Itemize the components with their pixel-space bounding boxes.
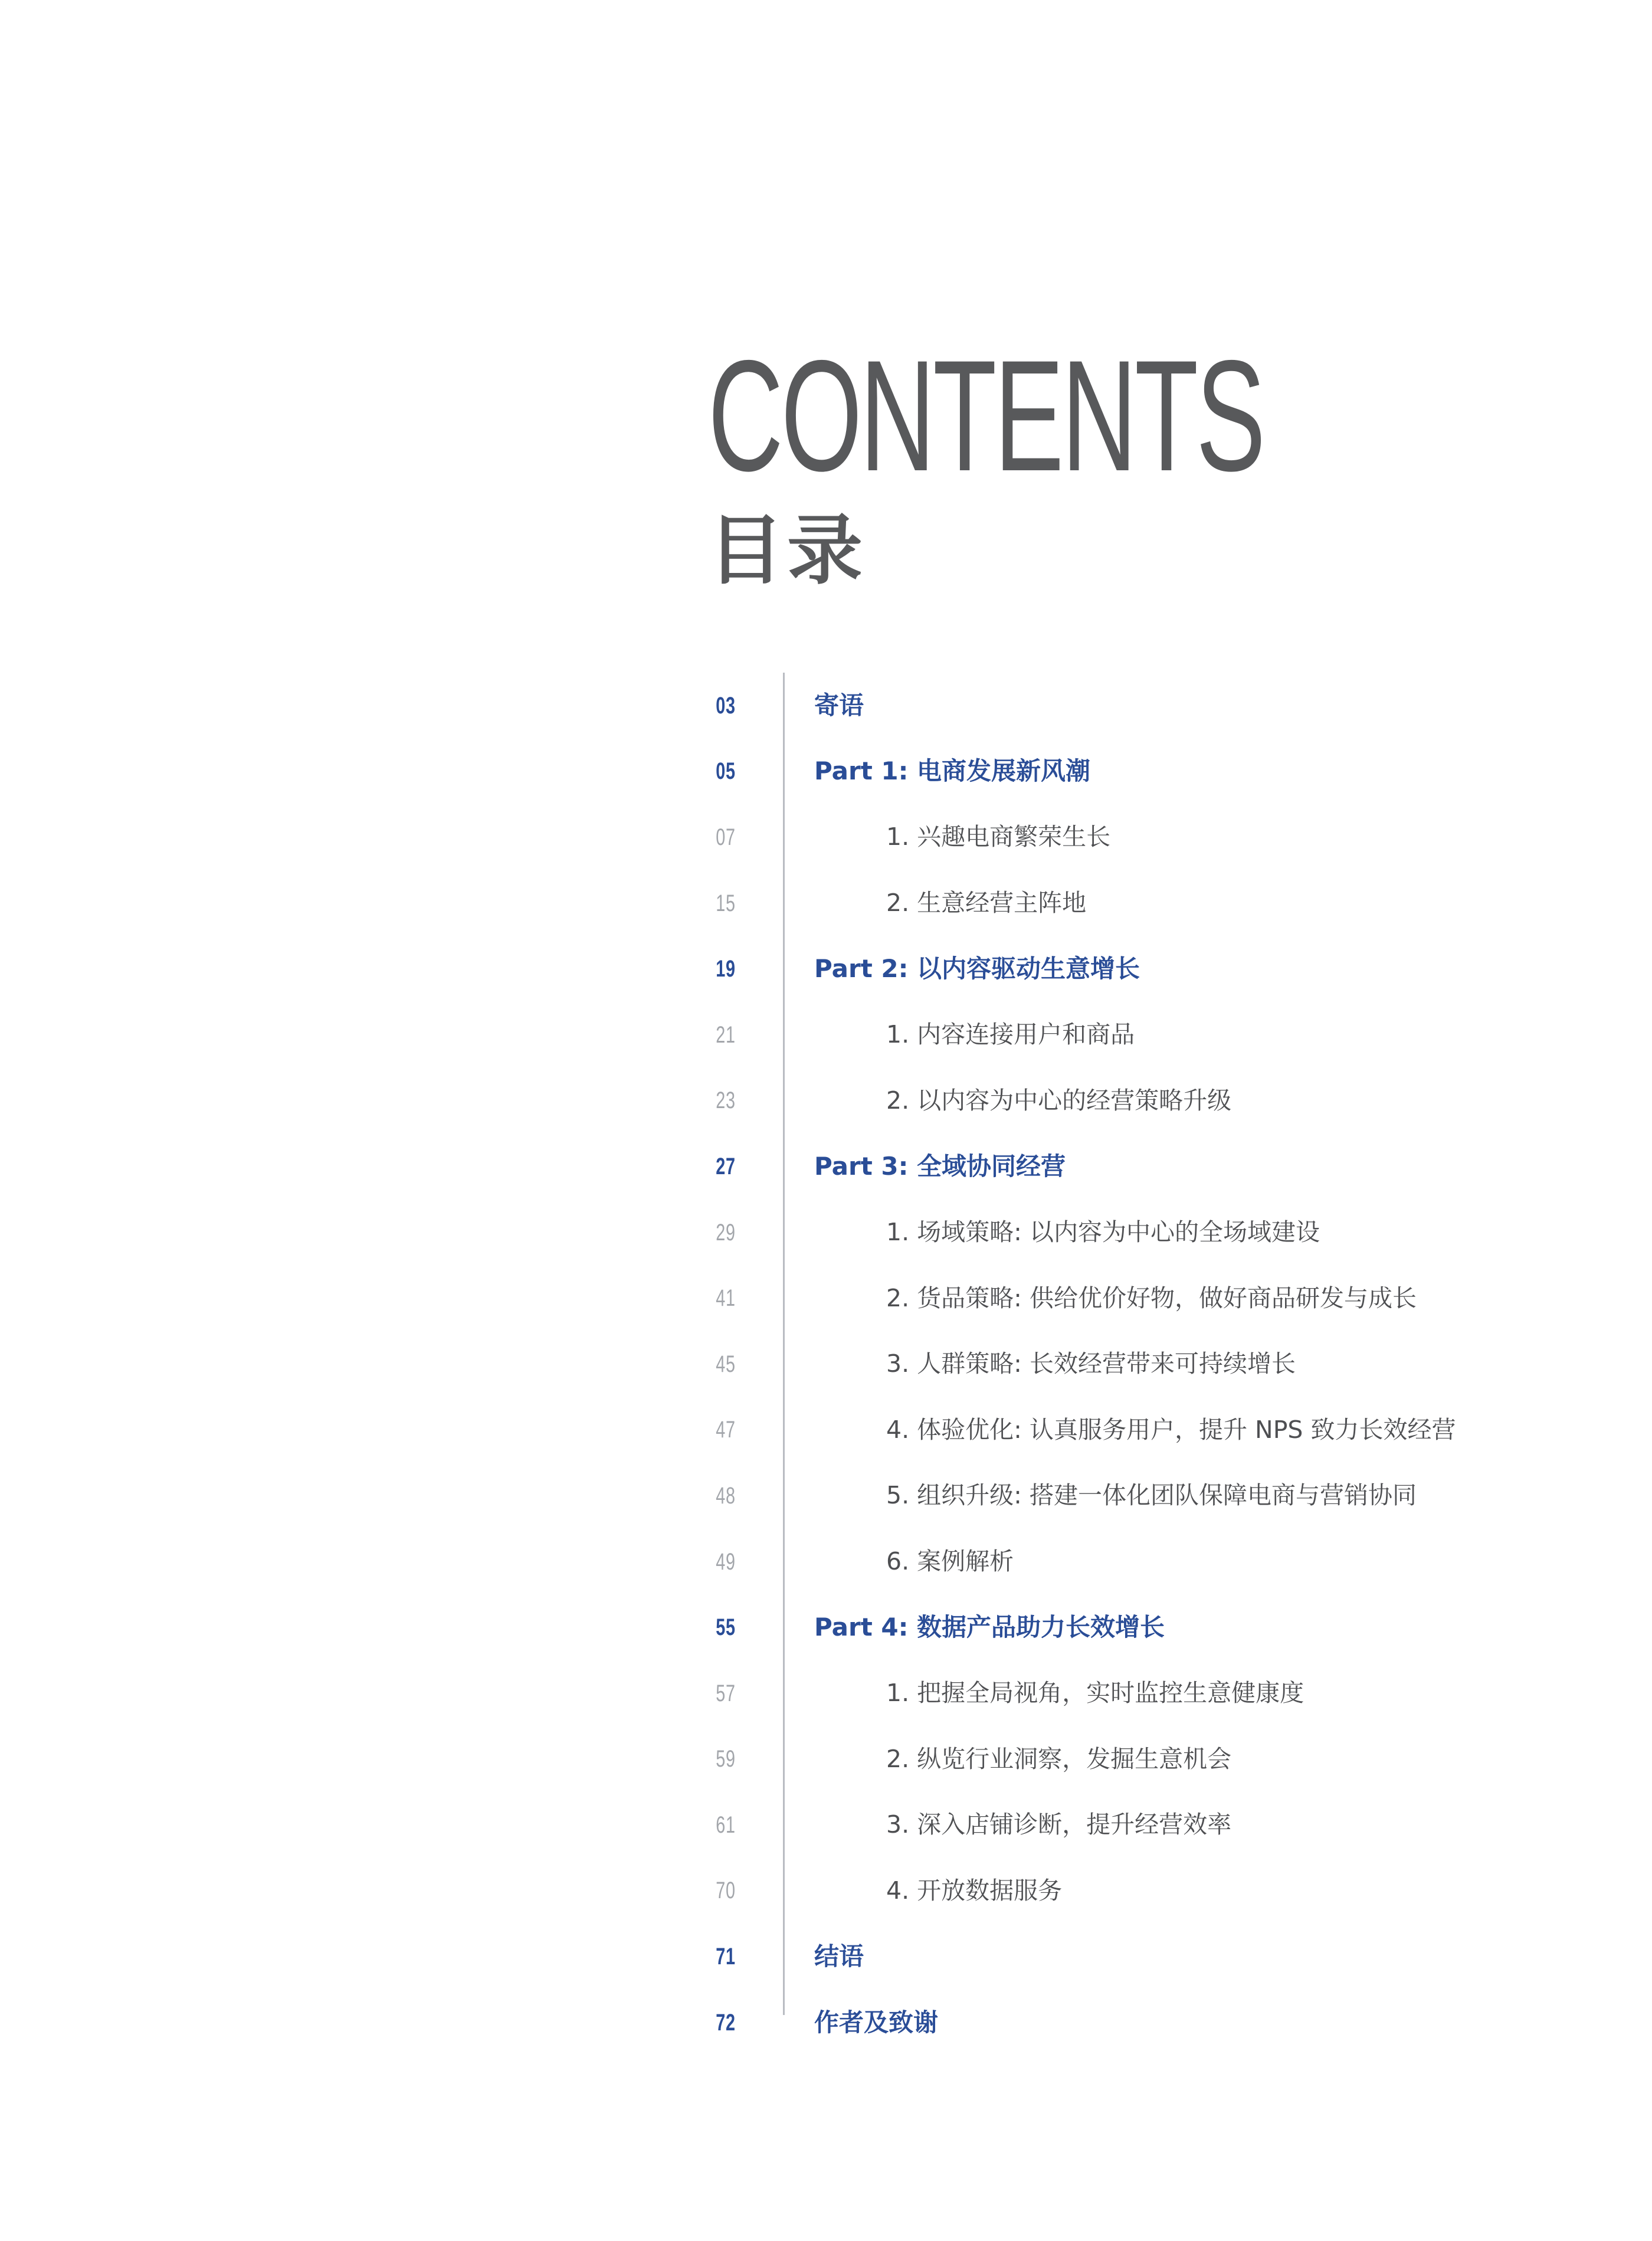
toc-page-number: 61 — [716, 1811, 736, 1838]
toc-sub-entry[interactable] — [708, 1660, 1628, 1726]
toc-entry-label: 4. 体验优化: 认真服务用户，提升 NPS 致力长效经营 — [886, 1415, 1456, 1444]
toc-page-number: 57 — [716, 1680, 736, 1706]
toc-entry-label: Part 1: 电商发展新风潮 — [814, 756, 1091, 786]
toc-page-number: 59 — [716, 1746, 736, 1773]
toc-entry-label: 2. 以内容为中心的经营策略升级 — [886, 1086, 1232, 1115]
toc-page-number: 29 — [716, 1219, 736, 1246]
toc-entry-label: 1. 内容连接用户和商品 — [886, 1020, 1135, 1049]
toc-entry-label: 2. 纵览行业洞察，发掘生意机会 — [886, 1744, 1232, 1773]
toc-sub-entry[interactable] — [708, 1331, 1628, 1397]
toc-page-number: 41 — [716, 1285, 736, 1312]
toc-entry-label: 1. 兴趣电商繁荣生长 — [886, 823, 1111, 851]
toc-sub-entry[interactable] — [708, 1002, 1628, 1068]
toc-part-entry[interactable] — [708, 1924, 1628, 1990]
toc-page-number: 47 — [716, 1417, 736, 1443]
toc-entry-label: 5. 组织升级: 搭建一体化团队保障电商与营销协同 — [886, 1481, 1417, 1510]
toc-entry-label: 2. 货品策略: 供给优价好物，做好商品研发与成长 — [886, 1283, 1417, 1312]
toc-page-number: 21 — [716, 1021, 736, 1048]
toc-part-entry[interactable] — [708, 673, 1628, 739]
table-of-contents — [708, 673, 1628, 2055]
toc-part-entry[interactable] — [708, 739, 1628, 805]
toc-part-entry[interactable] — [708, 1594, 1628, 1660]
toc-sub-entry[interactable] — [708, 804, 1628, 870]
toc-sub-entry[interactable] — [708, 1463, 1628, 1529]
toc-entry-label: 结语 — [814, 1942, 864, 1971]
toc-part-entry[interactable] — [708, 1990, 1628, 2056]
toc-entry-label: 作者及致谢 — [814, 2007, 939, 2037]
toc-sub-entry[interactable] — [708, 870, 1628, 936]
toc-page-number: 23 — [716, 1087, 736, 1114]
page-title-chinese: 目录 — [708, 507, 867, 595]
toc-entry-label: 4. 开放数据服务 — [886, 1876, 1063, 1905]
toc-page-number: 70 — [716, 1878, 736, 1904]
toc-page-number: 71 — [716, 1944, 736, 1970]
toc-entry-label: Part 4: 数据产品助力长效增长 — [814, 1613, 1165, 1642]
toc-sub-entry[interactable] — [708, 1792, 1628, 1858]
toc-entry-label: Part 3: 全域协同经营 — [814, 1151, 1066, 1181]
toc-part-entry[interactable] — [708, 936, 1628, 1002]
toc-sub-entry[interactable] — [708, 1529, 1628, 1595]
toc-page-number: 27 — [716, 1153, 736, 1180]
toc-page-number: 49 — [716, 1548, 736, 1575]
toc-page-number: 05 — [716, 758, 736, 785]
toc-page-number: 19 — [716, 956, 736, 982]
toc-page-number: 55 — [716, 1614, 736, 1641]
toc-entry-label: 2. 生意经营主阵地 — [886, 889, 1087, 918]
toc-page-number: 72 — [716, 2009, 736, 2036]
toc-entry-label: 3. 深入店铺诊断，提升经营效率 — [886, 1810, 1232, 1839]
toc-page-number: 45 — [716, 1351, 736, 1377]
toc-entry-label: 6. 案例解析 — [886, 1547, 1014, 1576]
toc-sub-entry[interactable] — [708, 1858, 1628, 1924]
toc-part-entry[interactable] — [708, 1133, 1628, 1200]
toc-entry-label: 1. 场域策略: 以内容为中心的全场域建设 — [886, 1218, 1320, 1247]
toc-page-number: 15 — [716, 890, 736, 916]
toc-sub-entry[interactable] — [708, 1068, 1628, 1134]
toc-sub-entry[interactable] — [708, 1726, 1628, 1793]
page-title-english: CONTENTS — [708, 327, 1264, 504]
toc-entry-label: 1. 把握全局视角，实时监控生意健康度 — [886, 1679, 1304, 1708]
toc-page-number: 07 — [716, 824, 736, 850]
toc-sub-entry[interactable] — [708, 1265, 1628, 1331]
toc-page-number: 03 — [716, 692, 736, 719]
toc-sub-entry[interactable] — [708, 1200, 1628, 1266]
toc-sub-entry[interactable] — [708, 1397, 1628, 1463]
toc-entry-label: 寄语 — [814, 690, 864, 720]
toc-page-number: 48 — [716, 1482, 736, 1509]
toc-entry-label: 3. 人群策略: 长效经营带来可持续增长 — [886, 1349, 1296, 1378]
toc-entry-label: Part 2: 以内容驱动生意增长 — [814, 954, 1140, 984]
